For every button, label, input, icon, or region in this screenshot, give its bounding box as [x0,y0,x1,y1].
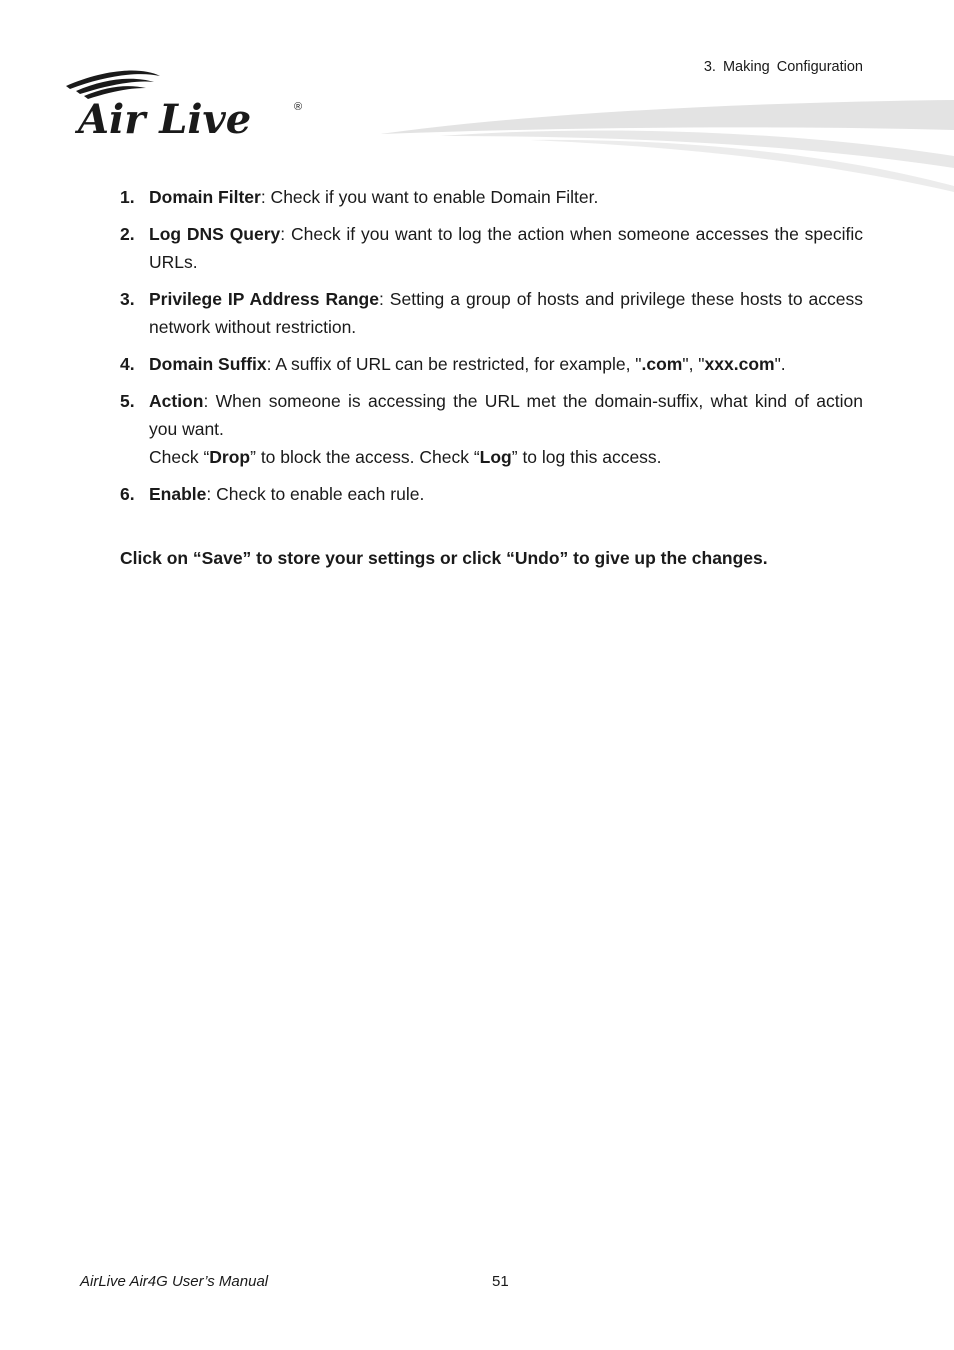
list-item [120,220,863,276]
example-suffix-2: xxx.com [704,354,775,374]
item-description: : When someone is accessing the URL met the domain-suffix, what kind of action you want. [149,391,863,439]
item-term: Privilege IP Address Range [149,289,379,309]
item-description: : Setting a group of hosts and privilege these hosts to access network without restriction. [149,289,864,337]
registered-mark: ® [294,101,303,113]
item-description: : Check if you want to log the action when someone accesses the specific URLs. [149,224,863,272]
save-instruction: Click on “Save” to store your settings or click “Undo” to give up the changes. [120,548,768,568]
item-term: Domain Filter [149,187,261,207]
example-separator: ", " [682,354,705,374]
item-number: 2. [120,224,135,244]
example-end: ". [774,354,786,374]
item-term: Enable [149,484,207,504]
action-text-b: ” to block the access. Check “ [250,447,480,467]
example-suffix-1: .com [641,354,683,374]
list-item [120,350,863,378]
item-number: 4. [120,354,135,374]
item-number: 3. [120,289,135,309]
item-term: Domain Suffix [149,354,267,374]
settings-list [120,183,863,508]
list-item [120,183,863,211]
item-number: 1. [120,187,135,207]
list-item [120,285,863,341]
item-term: Action [149,391,204,411]
logo-wordmark: Air Live [78,96,252,142]
page-number: 51 [492,1273,509,1290]
item-number: 5. [120,391,135,411]
airlive-logo [62,68,312,142]
chapter-heading: 3. Making Configuration [703,59,863,75]
footer-manual-title: AirLive Air4G User’s Manual [80,1273,269,1290]
list-item [120,480,863,508]
header-swoosh [380,96,954,196]
item-number: 6. [120,484,135,504]
item-description: : Check to enable each rule. [206,484,425,504]
item-term: Log DNS Query [149,224,281,244]
item-description: : A suffix of URL can be restricted, for example, " [266,354,642,374]
action-text-a: Check “ [149,447,210,467]
action-log: Log [479,447,512,467]
list-item [120,387,863,471]
item-description: : Check if you want to enable Domain Filter. [260,187,599,207]
action-text-c: ” to log this access. [511,447,662,467]
action-drop: Drop [209,447,251,467]
main-content [120,183,863,572]
